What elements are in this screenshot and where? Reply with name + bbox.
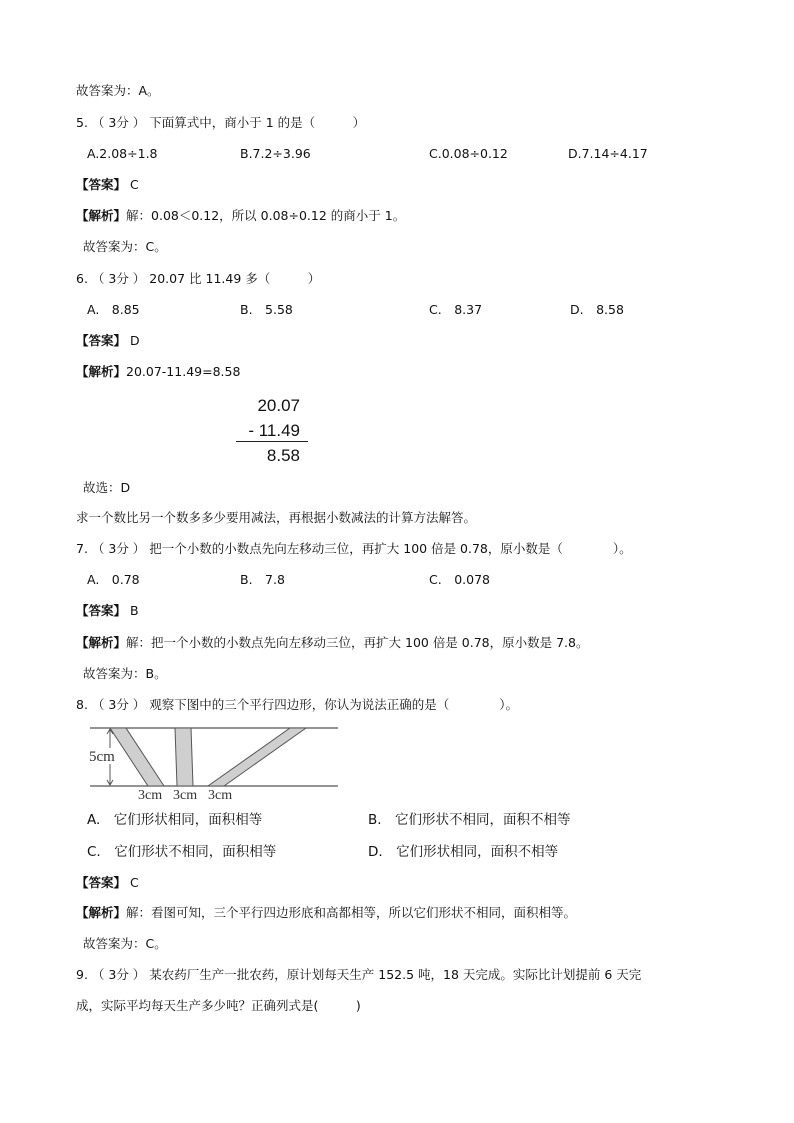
q7-option-c: C. 0.078 [429, 572, 490, 587]
q5-option-b: B.7.2÷3.96 [240, 146, 311, 161]
q6-note: 求一个数比另一个数多多少要用减法，再根据小数减法的计算方法解答。 [76, 510, 477, 525]
answer-label: 【答案】 [76, 333, 127, 348]
calc-result: 8.58 [266, 446, 300, 465]
answer-label: 【答案】 [76, 603, 127, 618]
q8-option-d: D. 它们形状相同，面积不相等 [368, 844, 559, 860]
answer-label: 【答案】 [76, 875, 127, 890]
q5-conclusion: 故答案为：C。 [83, 239, 167, 254]
question-6-stem: 6. （ 3分 ） 20.07 比 11.49 多（ ） [76, 271, 321, 286]
question-7-stem: 7. （ 3分 ） 把一个小数的小数点先向左移动三位，再扩大 100 倍是 0.78，原小数是（ ）。 [76, 541, 632, 556]
parallelograms-figure [84, 722, 344, 802]
q8-option-a: A. 它们形状相同，面积相等 [87, 812, 263, 828]
base-label-3: 3cm [208, 788, 233, 802]
q7-answer [76, 603, 139, 619]
base-label-2: 3cm [173, 788, 198, 802]
calc-top-number: 20.07 [257, 396, 300, 415]
calc-subtrahend: - 11.49 [248, 421, 300, 440]
calc-rule-line [236, 441, 308, 442]
q8-conclusion: 故答案为：C。 [83, 936, 167, 951]
parallelogram-2 [175, 728, 193, 786]
answer-value: D [130, 333, 140, 348]
base-label-1: 3cm [138, 788, 163, 802]
q6-option-b: B. 5.58 [240, 302, 293, 317]
question-9-stem-line-2: 成，实际平均每天生产多少吨？正确列式是( ) [76, 998, 361, 1013]
q6-answer [76, 333, 140, 349]
answer-value: B [130, 603, 139, 618]
question-8-stem: 8. （ 3分 ） 观察下图中的三个平行四边形，你认为说法正确的是（ ）。 [76, 697, 519, 712]
q6-conclusion: 故选：D [83, 480, 131, 495]
q7-option-a: A. 0.78 [87, 572, 140, 587]
analysis-label: 【解析】 [76, 635, 127, 650]
q8-analysis [76, 905, 576, 921]
analysis-label: 【解析】 [76, 208, 127, 223]
q7-option-b: B. 7.8 [240, 572, 285, 587]
question-5-stem: 5. （ 3分 ） 下面算式中，商小于 1 的是（ ） [76, 115, 366, 130]
height-label: 5cm [89, 749, 115, 765]
previous-answer-conclusion: 故答案为：A。 [76, 83, 160, 98]
analysis-text: 20.07-11.49=8.58 [126, 364, 241, 379]
q5-option-c: C.0.08÷0.12 [429, 146, 508, 161]
q5-option-d: D.7.14÷4.17 [568, 146, 648, 161]
answer-value: C [130, 875, 139, 890]
answer-label: 【答案】 [76, 177, 127, 192]
q5-option-a: A.2.08÷1.8 [87, 146, 158, 161]
q5-analysis [76, 208, 405, 224]
q7-conclusion: 故答案为：B。 [83, 666, 167, 681]
q5-answer [76, 177, 139, 193]
q8-option-b: B. 它们形状不相同，面积不相等 [368, 812, 571, 828]
q6-option-d: D. 8.58 [570, 302, 624, 317]
analysis-text: 解：看图可知，三个平行四边形底和高都相等，所以它们形状不相同，面积相等。 [126, 905, 577, 920]
analysis-label: 【解析】 [76, 364, 127, 379]
parallelogram-3 [208, 728, 306, 786]
q6-option-a: A. 8.85 [87, 302, 140, 317]
q8-answer [76, 875, 139, 891]
analysis-label: 【解析】 [76, 905, 127, 920]
question-9-stem-line-1: 9. （ 3分 ） 某农药厂生产一批农药，原计划每天生产 152.5 吨，18 天完成。实际比计划提前 6 天完 [76, 967, 642, 982]
q6-analysis [76, 364, 240, 380]
analysis-text: 解：0.08＜0.12，所以 0.08÷0.12 的商小于 1。 [126, 208, 406, 223]
q8-option-c: C. 它们形状不相同，面积相等 [87, 844, 277, 860]
q7-analysis [76, 635, 588, 651]
answer-value: C [130, 177, 139, 192]
analysis-text: 解：把一个小数的小数点先向左移动三位，再扩大 100 倍是 0.78，原小数是 7.8。 [126, 635, 589, 650]
q6-option-c: C. 8.37 [429, 302, 483, 317]
